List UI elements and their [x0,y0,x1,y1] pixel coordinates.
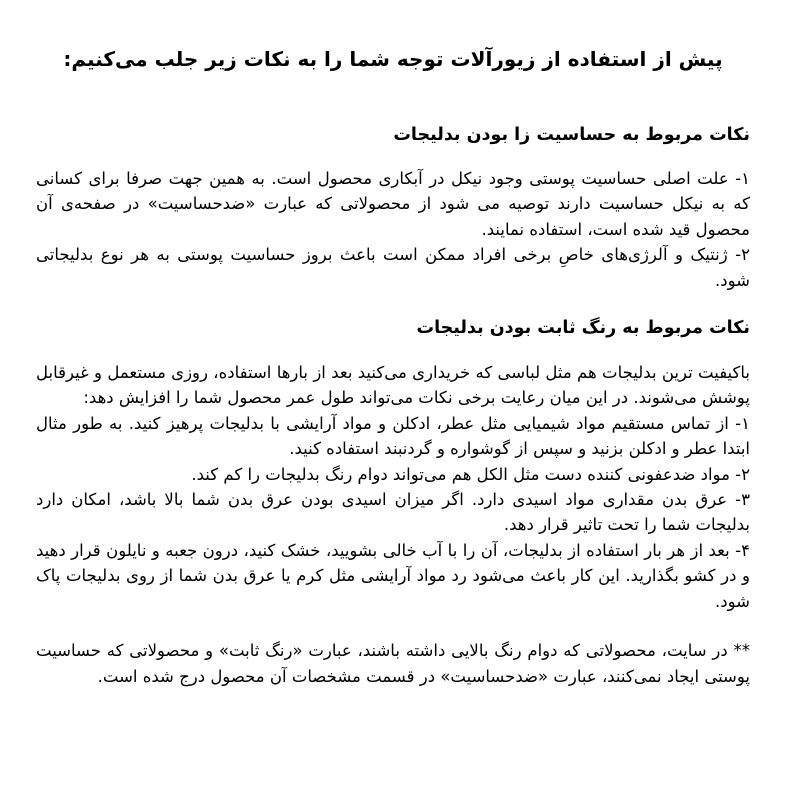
footnote: ** در سایت، محصولاتی که دوام رنگ بالایی داشته باشند، عبارت «رنگ ثابت» و محصولاتی که حساسیت پوستی ایجاد نمی‌کنند، عبارت «ضدحساسیت» در قسمت مشخصات آن محصول درج شده است. [36,641,750,686]
paragraph-color-tip-2: ۲- مواد ضدعفونی کننده دست مثل الکل هم می‌تواند دوام رنگ بدلیجات را کم کند. [191,464,750,484]
paragraph-allergy-1: ۱- علت اصلی حساسیت پوستی وجود نیکل در آبکاری محصول است. به همین جهت صرفا برای کسانی که به نیکل حساسیت دارند توصیه می شود از محصولاتی که عبارت «ضدحساسیت» در صفحه‌ی آن محصول قید شده است، استفاده نمایند. [36,169,750,239]
paragraph-color-tip-4: ۴- بعد از هر بار استفاده از بدلیجات، آن را با آب خالی بشویید، خشک کنید، درون جعبه و نایلون قرار دهید و در کشو بگذارید. این کار باعث می‌شود رد مواد آرایشی مثل کرم یا عرق بدن شما از روی بدلیجات پاک شود. [36,540,750,611]
paragraph-color-tip-3: ۳- عرق بدن مقداری مواد اسیدی دارد. اگر میزان اسیدی بودن عرق بدن شما بالا باشد، امکان دارد بدلیجات شما را تحت تاثیر قرار دهد. [36,490,750,535]
section-heading-color-fastness: نکات مربوط به رنگ ثابت بودن بدلیجات [416,318,750,339]
paragraph-color-tip-1: ۱- از تماس مستقیم مواد شیمیایی مثل عطر، ادکلن و مواد آرایشی با بدلیجات پرهیز کنید. به طور مثال ابتدا عطر و ادکلن بزنید و سپس از گوشواره و گردنبند استفاده کنید. [36,413,750,459]
document-title: پیش از استفاده از زیورآلات توجه شما را به نکات زیر جلب می‌کنیم: [63,47,723,71]
paragraph-allergy-2: ۲- ژنتیک و آلرژی‌های خاصِ برخی افراد ممکن است باعث بروز حساسیت پوستی به هر نوع بدلیجاتی شود. [36,245,750,290]
paragraph-color-intro: باکیفیت ترین بدلیجات هم مثل لباسی که خریداری می‌کنید بعد از بارها استفاده، روزی مستعمل و غیرقابل پوشش می‌شوند. در این میان رعایت برخی نکات می‌تواند طول عمر محصول شما را افزایش دهد: [36,363,750,408]
section-allergy-body [36,166,750,293]
section-heading-allergy: نکات مربوط به حساسیت زا بودن بدلیجات [393,125,750,145]
section-color-body [36,360,750,614]
